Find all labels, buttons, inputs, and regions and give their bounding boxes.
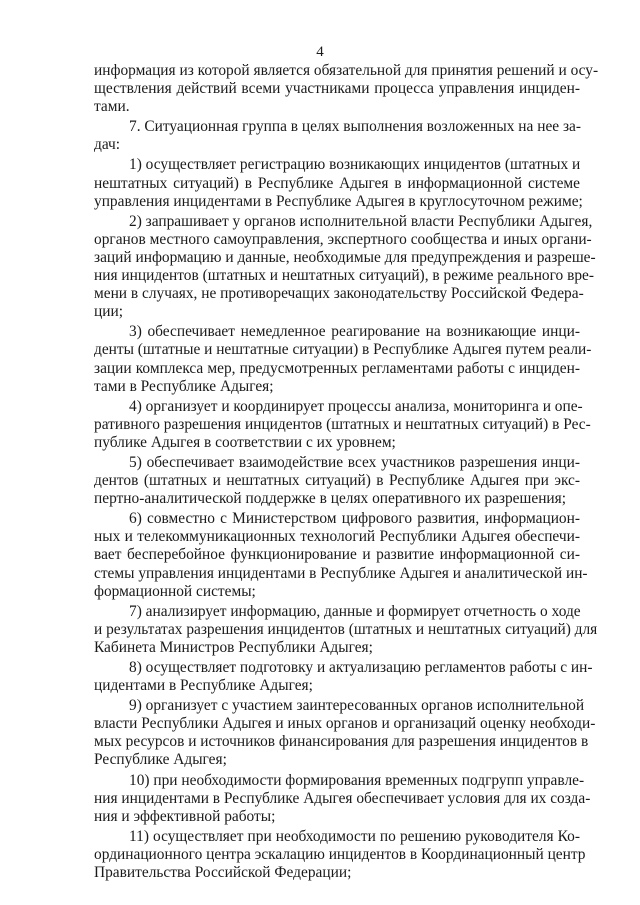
paragraph	[94, 212, 596, 322]
text-line: Республике Адыгея;	[94, 751, 227, 769]
text-line: денты (штатные и нештатные ситуации) в Республике Адыгея путем реали-	[94, 341, 592, 359]
paragraph	[94, 659, 593, 695]
text-line: нештатных ситуаций) в Республике Адыгея в информационной системе	[94, 174, 580, 192]
text-line: власти Республики Адыгея и иных органов и организаций оценку необходи-	[94, 715, 596, 733]
text-line: цидентами в Республике Адыгея;	[94, 677, 313, 695]
text-line: ративного разрешения инцидентов (штатных и нештатных ситуаций) в Рес-	[94, 415, 591, 433]
paragraph	[94, 62, 599, 116]
paragraph	[94, 323, 592, 395]
text-line: вает бесперебойное функционирование и развитие информационной си-	[94, 546, 580, 564]
text-line: 10) при необходимости формирования временных подгрупп управле-	[129, 771, 585, 789]
text-line: тами в Республике Адыгея;	[94, 377, 274, 395]
text-line: ции;	[94, 303, 123, 321]
paragraph	[94, 697, 596, 769]
text-line: мых ресурсов и источников финансирования для разрешения инцидентов в	[94, 733, 589, 751]
text-line: 5) обеспечивает взаимодействие всех участников разрешения инци-	[129, 453, 580, 471]
text-line: 7) анализирует информацию, данные и формирует отчетность о ходе	[129, 602, 581, 620]
text-line: ординационного центра эскалацию инцидентов в Координационный центр	[94, 845, 586, 863]
paragraph	[94, 771, 591, 826]
text-line: ния и эффективной работы;	[94, 807, 276, 825]
text-line: 1) осуществляет регистрацию возникающих инцидентов (штатных и	[129, 156, 581, 174]
text-line: дентов (штатных и нештатных ситуаций) в Республике Адыгея при экс-	[94, 472, 580, 490]
paragraph	[94, 156, 583, 210]
text-line: формационной системы;	[94, 582, 256, 600]
text-line: заций информацию и данные, необходимые для предупреждения и разреше-	[94, 248, 596, 266]
text-line: 8) осуществляет подготовку и актуализацию регламентов работы с ин-	[129, 659, 593, 676]
text-line: ных и телекоммуникационных технологий Республики Адыгея обеспечи-	[94, 528, 580, 546]
text-line: публике Адыгея в соответствии с их уровнем;	[94, 433, 396, 451]
text-line: и результатах разрешения инцидентов (штатных и нештатных ситуаций) для	[94, 620, 598, 638]
text-line: пертно-аналитической поддержке в целях оперативного их разрешения;	[94, 490, 567, 508]
text-line: органов местного самоуправления, экспертного сообщества и иных органи-	[94, 230, 592, 248]
text-line: мени в случаях, не противоречащих законодательству Российской Федера-	[94, 285, 584, 303]
paragraph	[94, 454, 580, 508]
text-line: Кабинета Министров Республики Адыгея;	[94, 638, 373, 656]
paragraph	[94, 827, 586, 882]
text-line: стемы управления инцидентами в Республике Адыгея и аналитической ин-	[94, 564, 588, 582]
paragraph	[94, 397, 591, 452]
document-body	[94, 62, 599, 882]
page-number: 4	[316, 44, 324, 60]
text-line: 9) организует с участием заинтересованных органов исполнительной	[129, 697, 585, 715]
paragraph	[94, 510, 588, 600]
paragraph	[94, 118, 580, 154]
text-line: 11) осуществляет при необходимости по решению руководителя Ко-	[129, 827, 580, 845]
paragraph	[94, 602, 598, 657]
text-line: Правительства Российской Федерации;	[94, 864, 352, 882]
text-line: 4) организует и координирует процессы анализа, мониторинга и опе-	[129, 397, 583, 415]
text-line: ния инцидентов (штатных и нештатных ситуаций), в режиме реального вре-	[94, 267, 595, 285]
text-line: ществления действий всеми участниками процесса управления инциден-	[94, 80, 580, 98]
text-line: 2) запрашивает у органов исполнительной власти Республики Адыгея,	[129, 212, 593, 230]
text-line: информация из которой является обязательной для принятия решений и осу-	[94, 62, 599, 79]
text-line: дач:	[94, 136, 121, 154]
text-line: 6) совместно с Министерством цифрового развития, информацион-	[129, 510, 580, 528]
text-line: тами.	[94, 98, 130, 116]
text-line: управления инцидентами в Республике Адыгея в круглосуточном режиме;	[94, 192, 583, 210]
text-line: ния инцидентами в Республике Адыгея обеспечивает условия для их созда-	[94, 789, 591, 807]
text-line: 3) обеспечивает немедленное реагирование на возникающие инци-	[129, 323, 580, 341]
text-line: зации комплекса мер, предусмотренных регламентами работы с инциден-	[94, 359, 580, 377]
text-line: 7. Ситуационная группа в целях выполнения возложенных на нее за-	[129, 118, 582, 136]
